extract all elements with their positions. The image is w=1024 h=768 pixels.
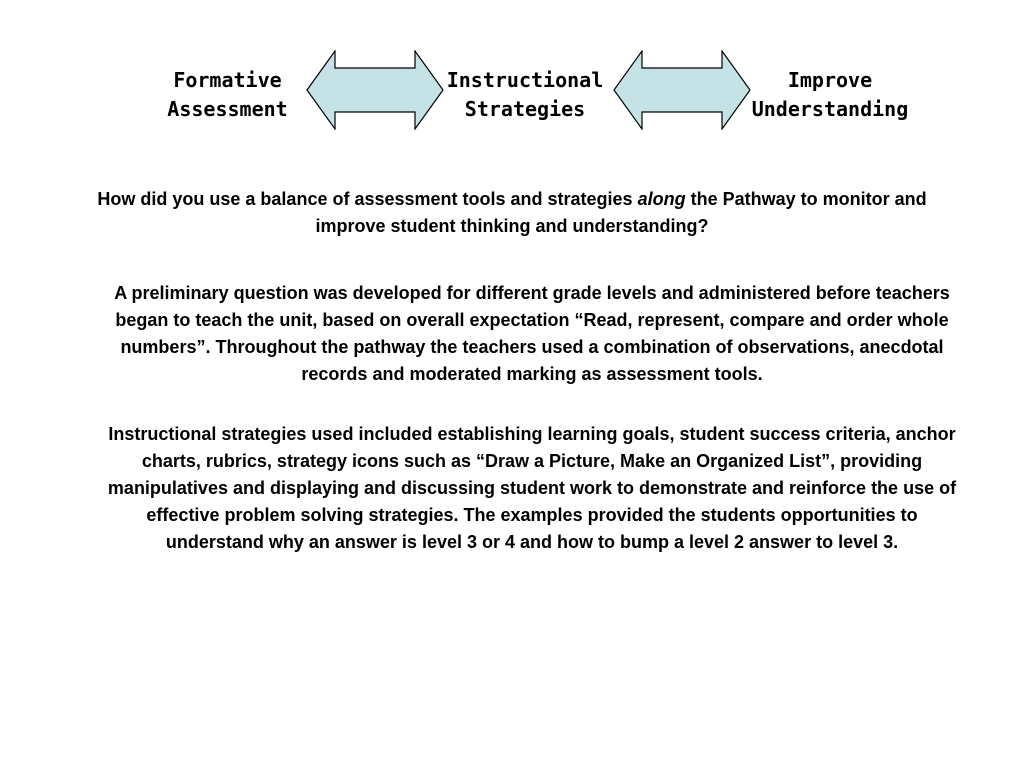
instructional-strategies-label (435, 66, 615, 124)
double-arrow-icon (613, 50, 751, 130)
question-text-after: the Pathway to monitor and improve student thinking and understanding? (315, 189, 927, 236)
strategies-paragraph: Instructional strategies used included establishing learning goals, student success criteria, anchor charts, rubrics, strategy icons such as “Draw a Picture, Make an Organized List”, providing manipulatives and displaying and discussing student work to demonstrate and reinforce the use of effective problem solving strategies. The examples provided the students opportunities to understand why an answer is level 3 or 4 and how to bump a level 2 answer to level 3. (107, 424, 957, 552)
question-emphasis: along (637, 189, 686, 209)
double-arrow-shape-2 (614, 51, 750, 129)
improve-line-1: Improve (787, 68, 873, 92)
improve-understanding-label (735, 66, 925, 124)
guiding-question (60, 186, 964, 240)
formative-line-1: Formative (173, 68, 282, 92)
double-arrow-shape-1 (307, 51, 443, 129)
assessment-paragraph: A preliminary question was developed for different grade levels and administered before teachers began to teach the unit, based on overall expectation “Read, represent, compare and order whole numbers”. Throughout the pathway the teachers used a combination of observations, anecdotal records and moderated marking as assessment tools. (114, 283, 950, 384)
double-arrow-icon (306, 50, 444, 130)
formative-assessment-label (140, 66, 315, 124)
instructional-line-1: Instructional (446, 68, 604, 92)
instructional-line-2: Strategies (464, 97, 586, 121)
question-text-before: How did you use a balance of assessment tools and strategies (97, 189, 638, 209)
improve-line-2: Understanding (751, 97, 909, 121)
formative-line-2: Assessment (167, 97, 288, 121)
